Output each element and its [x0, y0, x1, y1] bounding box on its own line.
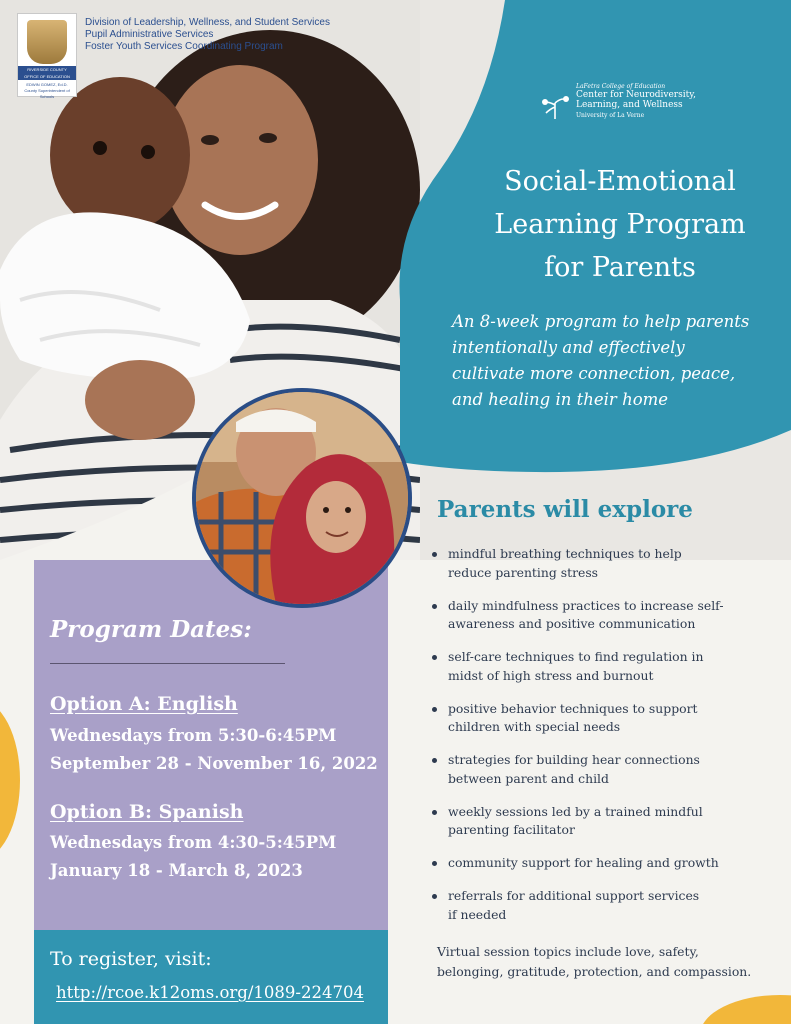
title-line-2: Learning Program	[494, 209, 746, 240]
bullet-icon	[432, 604, 437, 609]
title-line-3: for Parents	[544, 252, 696, 283]
list-item-line: if needed	[448, 906, 507, 922]
list-item-line: awareness and positive communication	[448, 616, 696, 631]
program-dates-panel	[34, 560, 388, 930]
list-item-line: positive behavior techniques to support	[448, 700, 698, 716]
title-line-1: Social-Emotional	[504, 166, 736, 197]
list-item	[432, 803, 772, 840]
org-line-3: Foster Youth Services Coordinating Program	[85, 41, 283, 52]
list-item	[432, 597, 772, 634]
option-a-dates: September 28 - November 16, 2022	[50, 754, 378, 773]
rcoe-logo	[17, 13, 77, 97]
rcoe-name-line-1: EDWIN GOMEZ, Ed.D.	[26, 82, 68, 87]
org-line-2: Pupil Administrative Services	[85, 29, 214, 40]
list-item-line: between parent and child	[448, 770, 609, 786]
option-a-time: Wednesdays from 5:30-6:45PM	[50, 726, 337, 745]
page-title	[430, 160, 791, 289]
bullet-icon	[432, 655, 437, 660]
rcoe-logo-name	[18, 82, 76, 100]
circle-photo-illustration	[196, 392, 408, 604]
list-item-line: weekly sessions led by a trained mindful	[448, 803, 703, 819]
rcoe-logo-band	[18, 66, 76, 80]
explore-list	[432, 545, 772, 939]
subtitle-line-2: intentionally and effectively	[452, 338, 685, 357]
list-item-line: mindful breathing techniques to help	[448, 546, 682, 561]
org-line-1: Division of Leadership, Wellness, and Student Services	[85, 17, 330, 28]
list-item-line: self-care techniques to find regulation in	[448, 649, 704, 664]
bullet-icon	[432, 861, 437, 866]
rcoe-band-line-2: OFFICE OF EDUCATION	[24, 74, 70, 79]
bullet-icon	[432, 552, 437, 557]
tree-icon	[540, 91, 570, 119]
list-item-line: midst of high stress and burnout	[448, 667, 654, 683]
org-header-lines	[85, 17, 330, 53]
ulv-college-name: LaFetra College of Education	[576, 83, 666, 90]
list-item	[432, 854, 772, 873]
register-bar	[34, 930, 388, 1024]
bullet-icon	[432, 707, 437, 712]
list-item	[432, 648, 772, 685]
ulv-center-line-2: Learning, and Wellness	[576, 100, 683, 110]
list-item	[432, 887, 772, 924]
program-dates-heading: Program Dates:	[50, 616, 252, 643]
rcoe-name-line-2: County Superintendent of Schools	[24, 88, 70, 99]
subtitle-line-3: cultivate more connection, peace,	[452, 364, 736, 383]
list-item	[432, 545, 772, 582]
list-item-line: referrals for additional support services	[448, 888, 700, 903]
list-item-line: strategies for building hear connections	[448, 752, 700, 767]
bullet-icon	[432, 810, 437, 815]
rcoe-crest-icon	[27, 20, 67, 64]
explore-heading: Parents will explore	[437, 496, 693, 523]
list-item-line: community support for healing and growth	[448, 855, 719, 870]
option-b-heading: Option B: Spanish	[50, 801, 244, 823]
option-b-time: Wednesdays from 4:30-5:45PM	[50, 833, 337, 852]
list-item-line: children with special needs	[448, 719, 621, 734]
ulv-center-line-1: Center for Neurodiversity,	[576, 90, 696, 100]
circle-photo-father-and-daughter	[192, 388, 412, 608]
subtitle-line-4: and healing in their home	[452, 390, 669, 409]
list-item	[432, 751, 772, 788]
ulv-university-name: University of La Verne	[576, 112, 645, 119]
ulv-center-logo	[540, 83, 696, 119]
list-item-line: reduce parenting stress	[448, 564, 599, 580]
list-item-line: daily mindfulness practices to increase self-	[448, 597, 724, 613]
divider	[50, 663, 285, 664]
register-link[interactable]: http://rcoe.k12oms.org/1089-224704	[56, 983, 364, 1002]
subtitle-line-1: An 8-week program to help parents	[452, 312, 750, 331]
virtual-line-1: Virtual session topics include love, safety,	[437, 944, 699, 959]
bullet-icon	[432, 894, 437, 899]
list-item	[432, 700, 772, 737]
virtual-topics-note	[437, 942, 782, 982]
register-label: To register, visit:	[50, 948, 212, 970]
program-subtitle	[452, 309, 782, 413]
virtual-line-2: belonging, gratitude, protection, and compassion.	[437, 964, 752, 979]
rcoe-band-line-1: RIVERSIDE COUNTY	[27, 67, 67, 72]
list-item-line: parenting facilitator	[448, 822, 575, 837]
option-a-heading: Option A: English	[50, 693, 238, 715]
option-b-dates: January 18 - March 8, 2023	[50, 861, 303, 880]
bullet-icon	[432, 758, 437, 763]
